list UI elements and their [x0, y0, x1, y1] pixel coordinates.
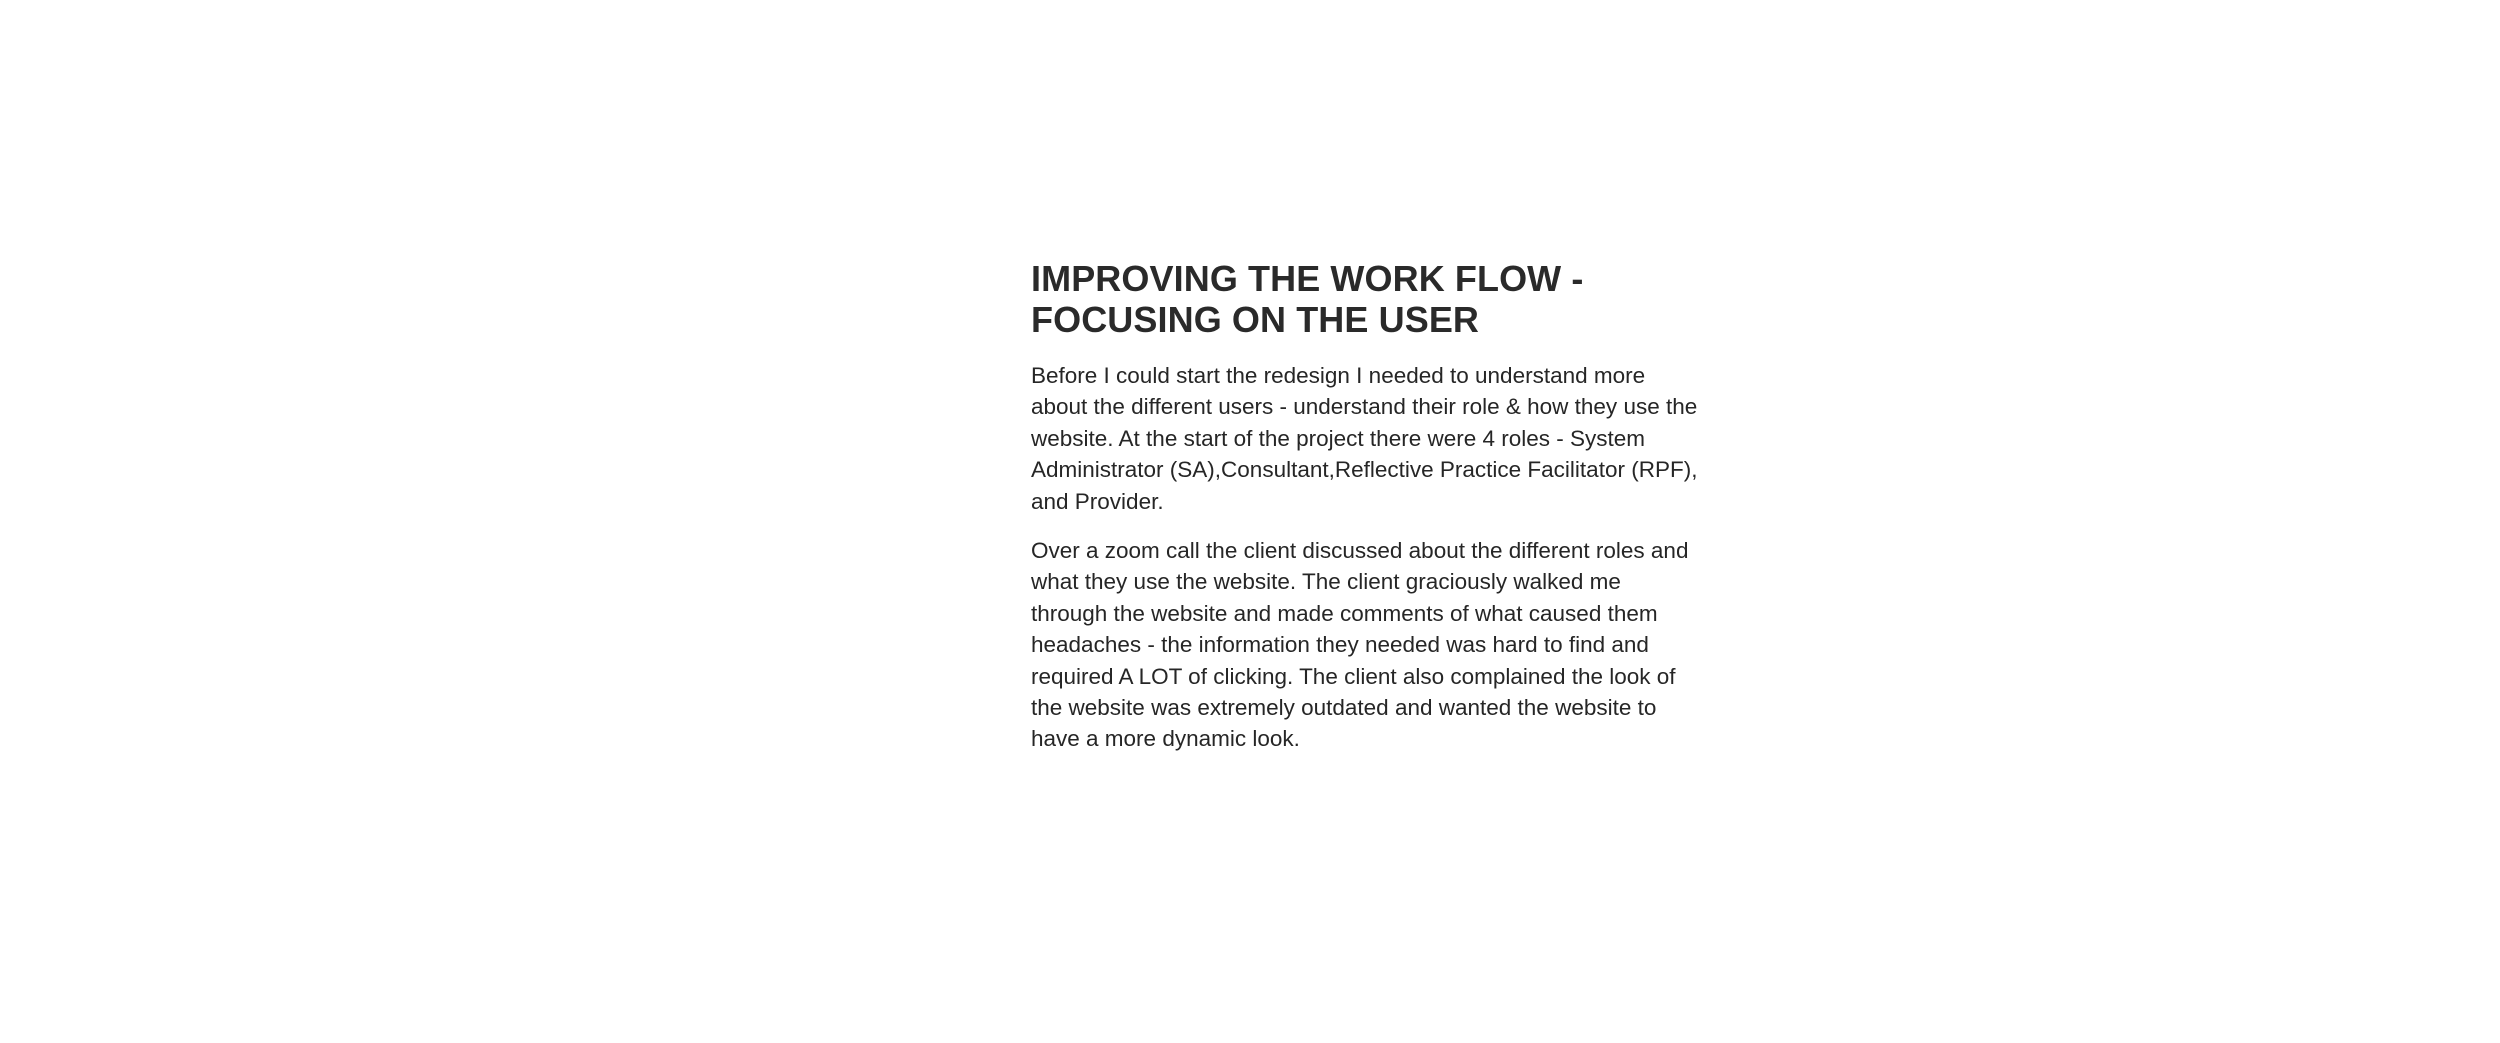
article-section [1031, 258, 1701, 755]
article-title: IMPROVING THE WORK FLOW - FOCUSING ON THE USER [1031, 258, 1584, 340]
article-paragraph-roles: Before I could start the redesign I needed to understand more about the different users - understand their role & how they use the website. At the start of the project there were 4 roles - System Administrator (SA),Consultant,Reflective Practice Facilitator (RPF), and Provider. [1031, 363, 1698, 514]
article-paragraph-client-call: Over a zoom call the client discussed about the different roles and what they use the website. The client graciously walked me through the website and made comments of what caused them headaches - the information they needed was hard to find and required A LOT of clicking. The client also complained the look of the website was extremely outdated and wanted the website to have a more dynamic look. [1031, 538, 1689, 752]
